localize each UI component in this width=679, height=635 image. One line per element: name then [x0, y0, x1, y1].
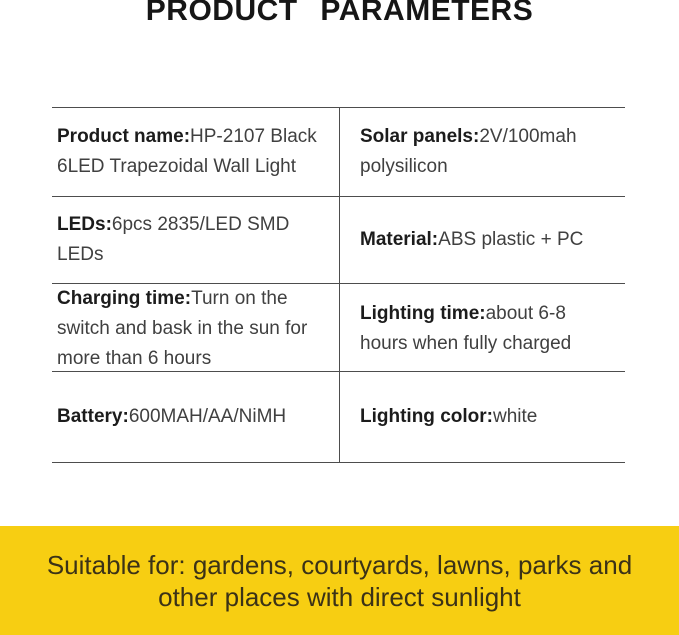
spec-value-lighting-time: about 6-8 hours when fully charged	[360, 303, 572, 354]
spec-label-leds: LEDs:	[57, 214, 112, 235]
table-row-product-solar	[52, 107, 625, 196]
spec-label-material: Material:	[360, 229, 439, 250]
spec-cell-battery	[52, 372, 339, 462]
spec-label-solar-panels: Solar panels:	[360, 126, 480, 147]
spec-label-lighting-time: Lighting time:	[360, 303, 486, 324]
spec-value-leds: 6pcs 2835/LED SMD LEDs	[57, 214, 290, 265]
spec-cell-lighting-time	[339, 284, 625, 374]
spec-label-product-name: Product name:	[57, 126, 191, 147]
table-row-charging-lighting-time	[52, 283, 625, 371]
spec-cell-charging-time	[52, 284, 339, 374]
spec-cell-solar-panels	[339, 108, 625, 196]
spec-value-lighting-color: white	[492, 406, 538, 427]
table-row-leds-material	[52, 196, 625, 283]
spec-value-material: ABS plastic + PC	[438, 229, 584, 250]
spec-value-solar-panels: 2V/100mah polysilicon	[360, 126, 577, 177]
spec-label-battery: Battery:	[57, 406, 129, 427]
spec-cell-lighting-color	[339, 372, 625, 462]
suitable-for-banner	[0, 526, 679, 635]
spec-cell-leds	[52, 197, 339, 283]
page-title: PRODUCT PARAMETERS	[145, 0, 534, 27]
spec-value-product-name: HP-2107 Black 6LED Trapezoidal Wall Light	[57, 126, 317, 177]
suitable-for-text: Suitable for: gardens, courtyards, lawns, parks and other places with direct sunlight	[46, 549, 633, 612]
spec-label-lighting-color: Lighting color:	[360, 406, 493, 427]
spec-cell-material	[339, 197, 625, 283]
spec-cell-product-name	[52, 108, 339, 196]
spec-value-charging-time: Turn on the switch and bask in the sun for more than 6 hours	[57, 288, 308, 369]
table-row-battery-color	[52, 371, 625, 462]
spec-value-battery: 600MAH/AA/NiMH	[128, 406, 287, 427]
spec-table	[52, 107, 625, 463]
spec-label-charging-time: Charging time:	[57, 288, 192, 309]
